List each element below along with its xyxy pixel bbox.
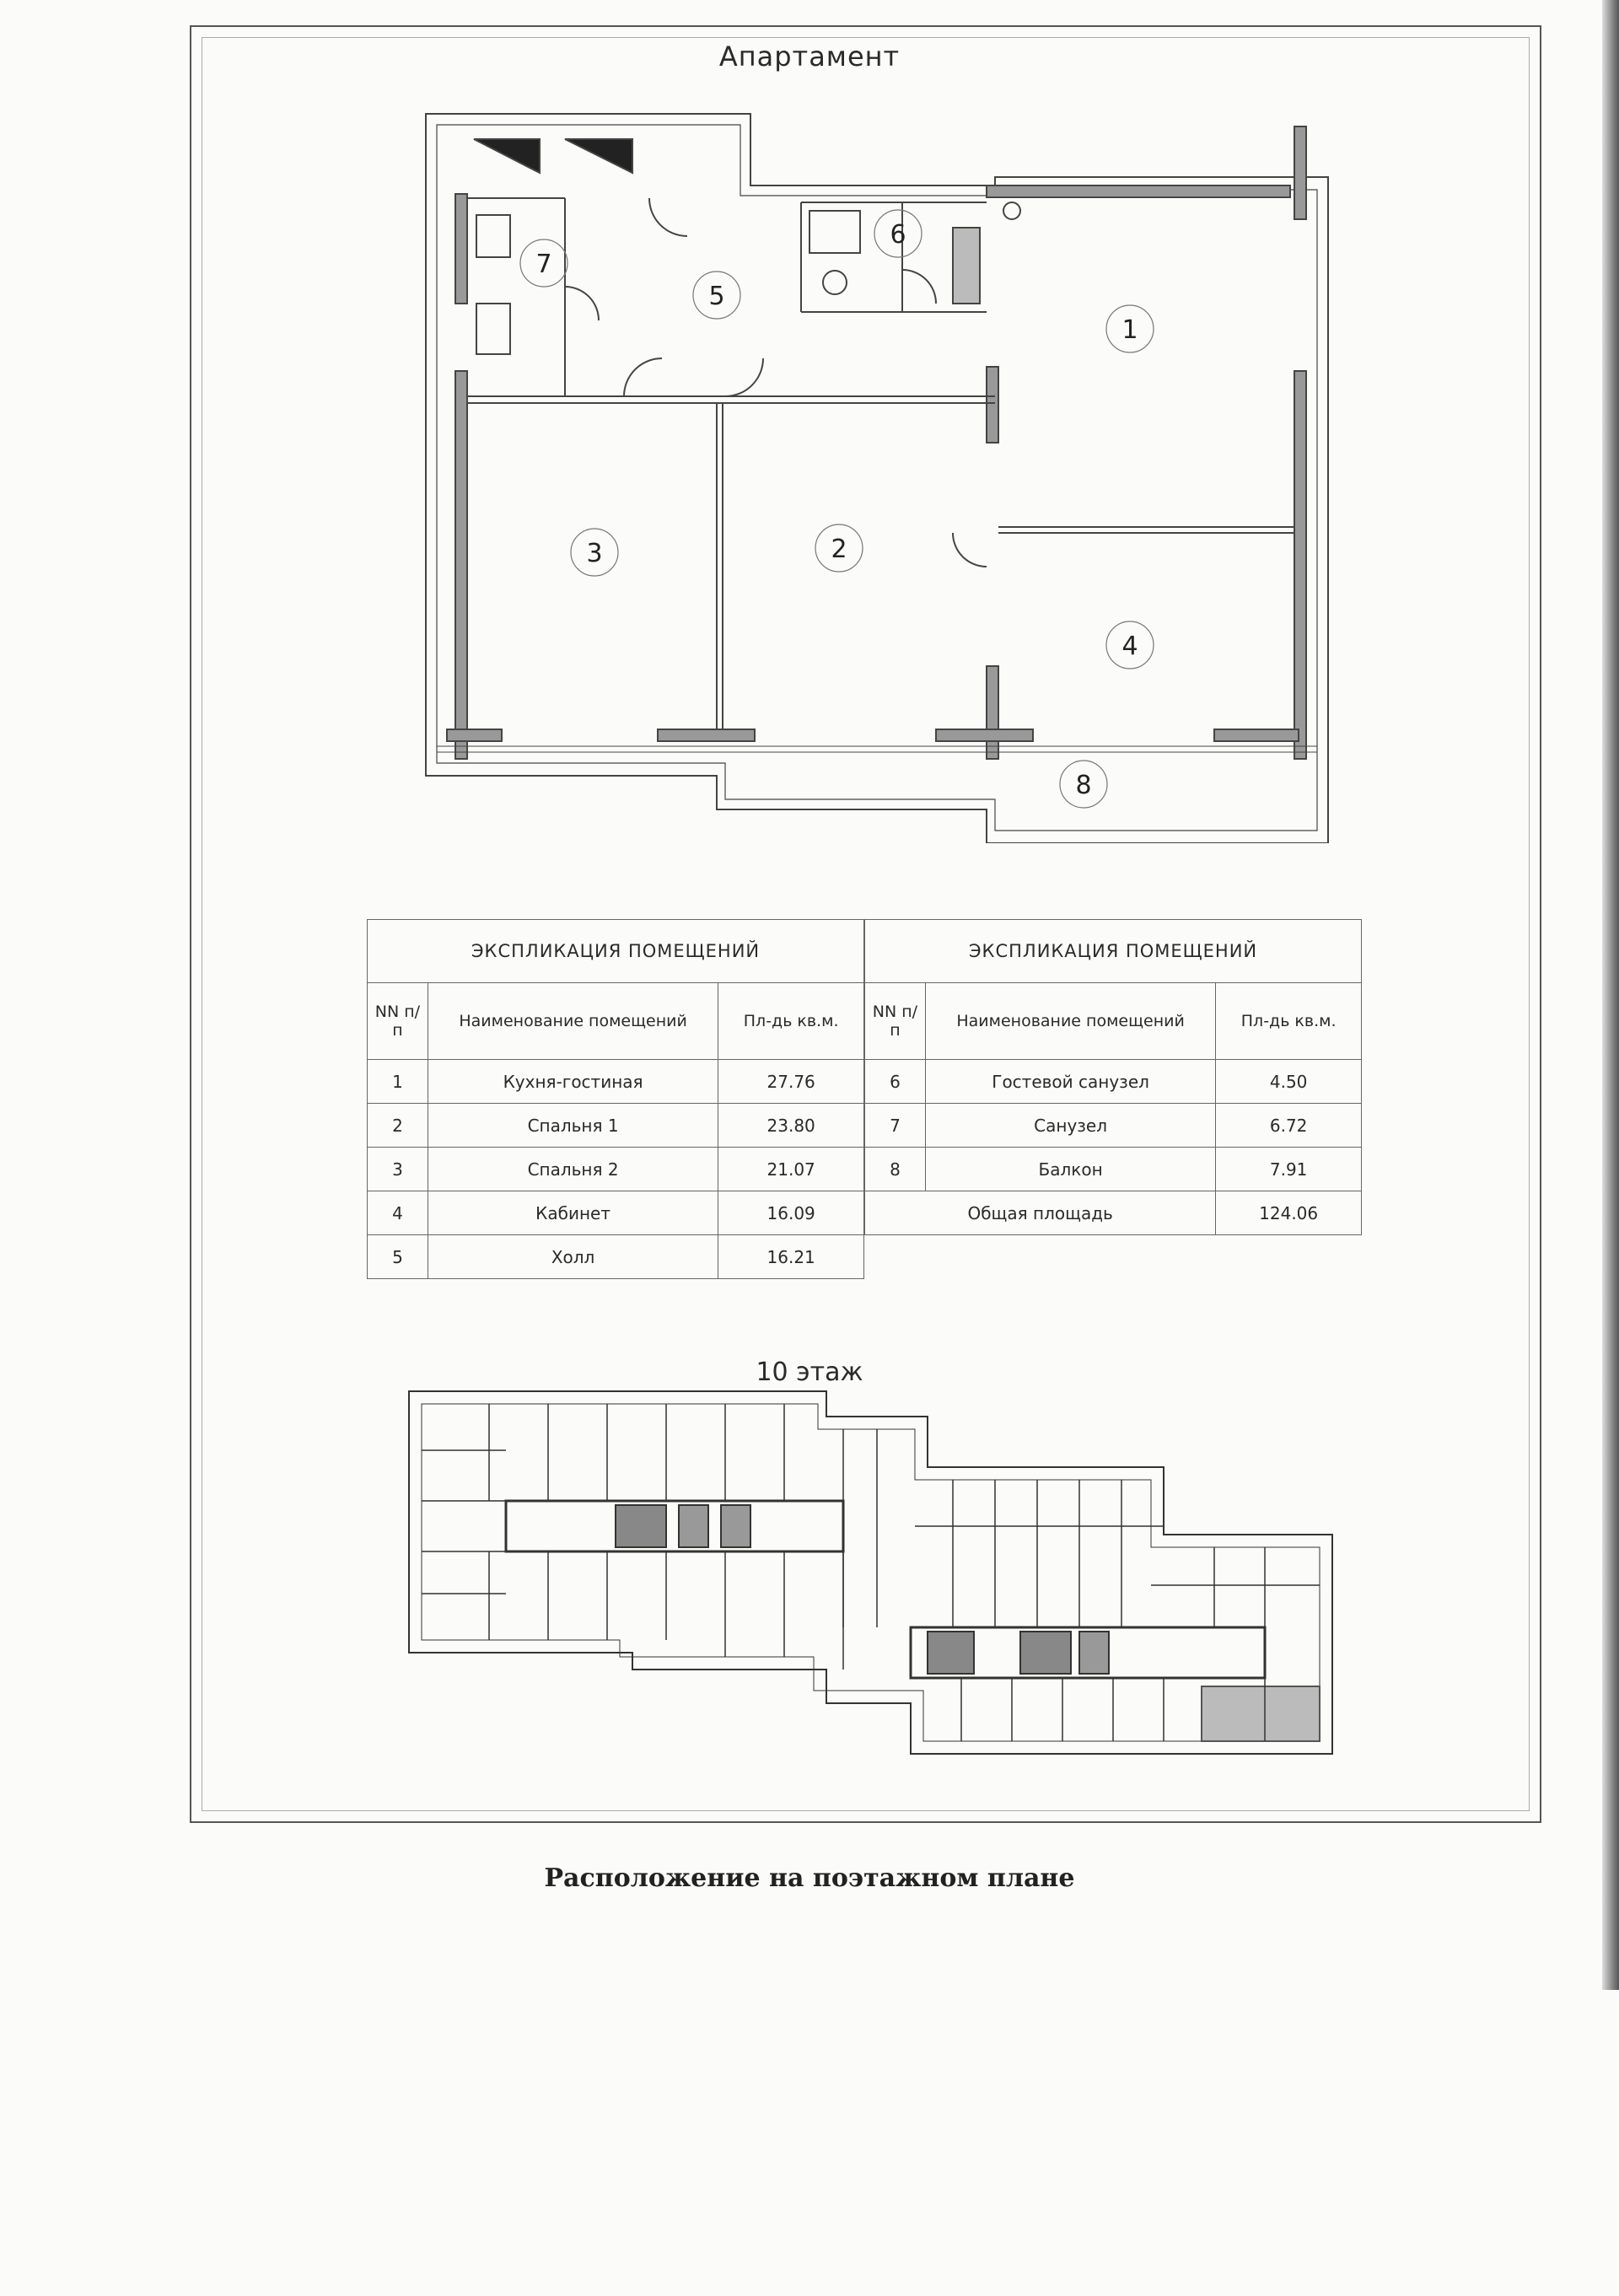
room-marker-8: [1060, 761, 1107, 808]
table-row: [865, 1060, 1362, 1104]
door-arc: [649, 198, 687, 236]
toilet-icon: [823, 271, 847, 294]
floor-title: 10 этаж: [756, 1358, 863, 1387]
table-cell: Спальня 1: [428, 1104, 718, 1148]
wall-column: [1214, 729, 1299, 741]
table-cell: 2: [368, 1104, 428, 1148]
table-row: [368, 1060, 864, 1104]
total-area: 124.06: [1216, 1191, 1362, 1235]
shower-icon: [810, 211, 860, 253]
door-arc: [565, 287, 599, 320]
table-cell: 6: [865, 1060, 926, 1104]
table-cell: Балкон: [925, 1148, 1215, 1191]
vent-shaft-icon: [474, 139, 540, 173]
elevator-core: [1079, 1632, 1109, 1674]
table-row: [865, 1148, 1362, 1191]
table-cell: 3: [368, 1148, 428, 1191]
vent-shaft-icon: [565, 139, 632, 173]
table-cell: 1: [368, 1060, 428, 1104]
wall-column: [455, 194, 467, 304]
room-marker-3: [571, 529, 618, 576]
table-cell: Кухня-гостиная: [428, 1060, 718, 1104]
room-marker-7: [520, 239, 567, 287]
table-row: [368, 1148, 864, 1191]
table-cell: 16.09: [718, 1191, 864, 1235]
svg-text:5: 5: [708, 282, 725, 311]
table-cell: 4.50: [1216, 1060, 1362, 1104]
room-marker-4: [1106, 621, 1154, 669]
wall-column: [447, 729, 502, 741]
table-cell: 27.76: [718, 1060, 864, 1104]
door-arc: [624, 358, 662, 396]
svg-text:7: 7: [535, 250, 552, 279]
wall-column: [987, 367, 998, 443]
total-label: Общая площадь: [865, 1191, 1216, 1235]
floor-outline-inner: [422, 1404, 1320, 1741]
explication-tables: [367, 919, 1362, 1265]
wall-column: [1294, 126, 1306, 219]
room-marker-1: [1106, 305, 1154, 352]
wall-column: [658, 729, 755, 741]
shaft-icon: [953, 228, 980, 304]
table-cell: 5: [368, 1235, 428, 1279]
table-cell: 16.21: [718, 1235, 864, 1279]
unit-partitions: [843, 1429, 1164, 1627]
table-cell: Холл: [428, 1235, 718, 1279]
highlighted-apartment: [1202, 1686, 1320, 1741]
scan-edge: [1602, 0, 1619, 1990]
table-title: ЭКСПЛИКАЦИЯ ПОМЕЩЕНИЙ: [368, 920, 864, 983]
col-name-header: Наименование помещений: [428, 983, 718, 1060]
plan-title: Апартамент: [718, 40, 901, 73]
table-cell: 4: [368, 1191, 428, 1235]
apartment-plan: [413, 101, 1349, 843]
table-cell: 8: [865, 1148, 926, 1191]
sink-icon: [476, 215, 510, 257]
floor-plan: [405, 1383, 1349, 1804]
col-area-header: Пл-дь кв.м.: [718, 983, 864, 1060]
table-title: ЭКСПЛИКАЦИЯ ПОМЕЩЕНИЙ: [865, 920, 1362, 983]
svg-text:2: 2: [831, 535, 847, 564]
corridor-west: [506, 1501, 843, 1551]
stair-core: [1020, 1632, 1071, 1674]
door-arc: [902, 270, 936, 304]
table-cell: 21.07: [718, 1148, 864, 1191]
wall-column: [987, 666, 998, 759]
svg-text:8: 8: [1075, 771, 1092, 800]
table-row: [368, 1191, 864, 1235]
table-cell: Спальня 2: [428, 1148, 718, 1191]
stair-core: [616, 1505, 666, 1547]
table-cell: Гостевой санузел: [925, 1060, 1215, 1104]
stair-core: [928, 1632, 974, 1674]
door-arc: [725, 358, 763, 396]
col-num-header: NN п/п: [368, 983, 428, 1060]
col-name-header: Наименование помещений: [925, 983, 1215, 1060]
outer-wall-inner: [437, 125, 1317, 831]
door-arc: [953, 533, 987, 567]
total-row: [865, 1191, 1362, 1235]
elevator-core: [721, 1505, 750, 1547]
sink-icon: [1003, 202, 1020, 219]
explication-table-left: [367, 919, 864, 1279]
col-num-header: NN п/п: [865, 983, 926, 1060]
elevator-core: [679, 1505, 708, 1547]
room-marker-5: [693, 272, 740, 319]
table-cell: Кабинет: [428, 1191, 718, 1235]
svg-text:3: 3: [586, 539, 603, 568]
table-row: [368, 1104, 864, 1148]
svg-text:6: 6: [890, 220, 906, 250]
table-cell: 7.91: [1216, 1148, 1362, 1191]
wall-column: [1294, 371, 1306, 759]
toilet-icon: [476, 304, 510, 354]
unit-partitions: [422, 1404, 784, 1594]
page-caption: Расположение на поэтажном плане: [544, 1863, 1075, 1893]
room-marker-2: [815, 524, 863, 572]
col-area-header: Пл-дь кв.м.: [1216, 983, 1362, 1060]
room-marker-6: [874, 210, 922, 257]
table-cell: 23.80: [718, 1104, 864, 1148]
wall-column: [455, 371, 467, 759]
wall-beam: [987, 186, 1290, 197]
table-row: [368, 1235, 864, 1279]
table-cell: 6.72: [1216, 1104, 1362, 1148]
wall-column: [936, 729, 1033, 741]
svg-text:1: 1: [1121, 315, 1138, 345]
table-cell: 7: [865, 1104, 926, 1148]
table-cell: Санузел: [925, 1104, 1215, 1148]
table-row: [865, 1104, 1362, 1148]
explication-table-right: [864, 919, 1362, 1235]
svg-text:4: 4: [1121, 632, 1138, 661]
